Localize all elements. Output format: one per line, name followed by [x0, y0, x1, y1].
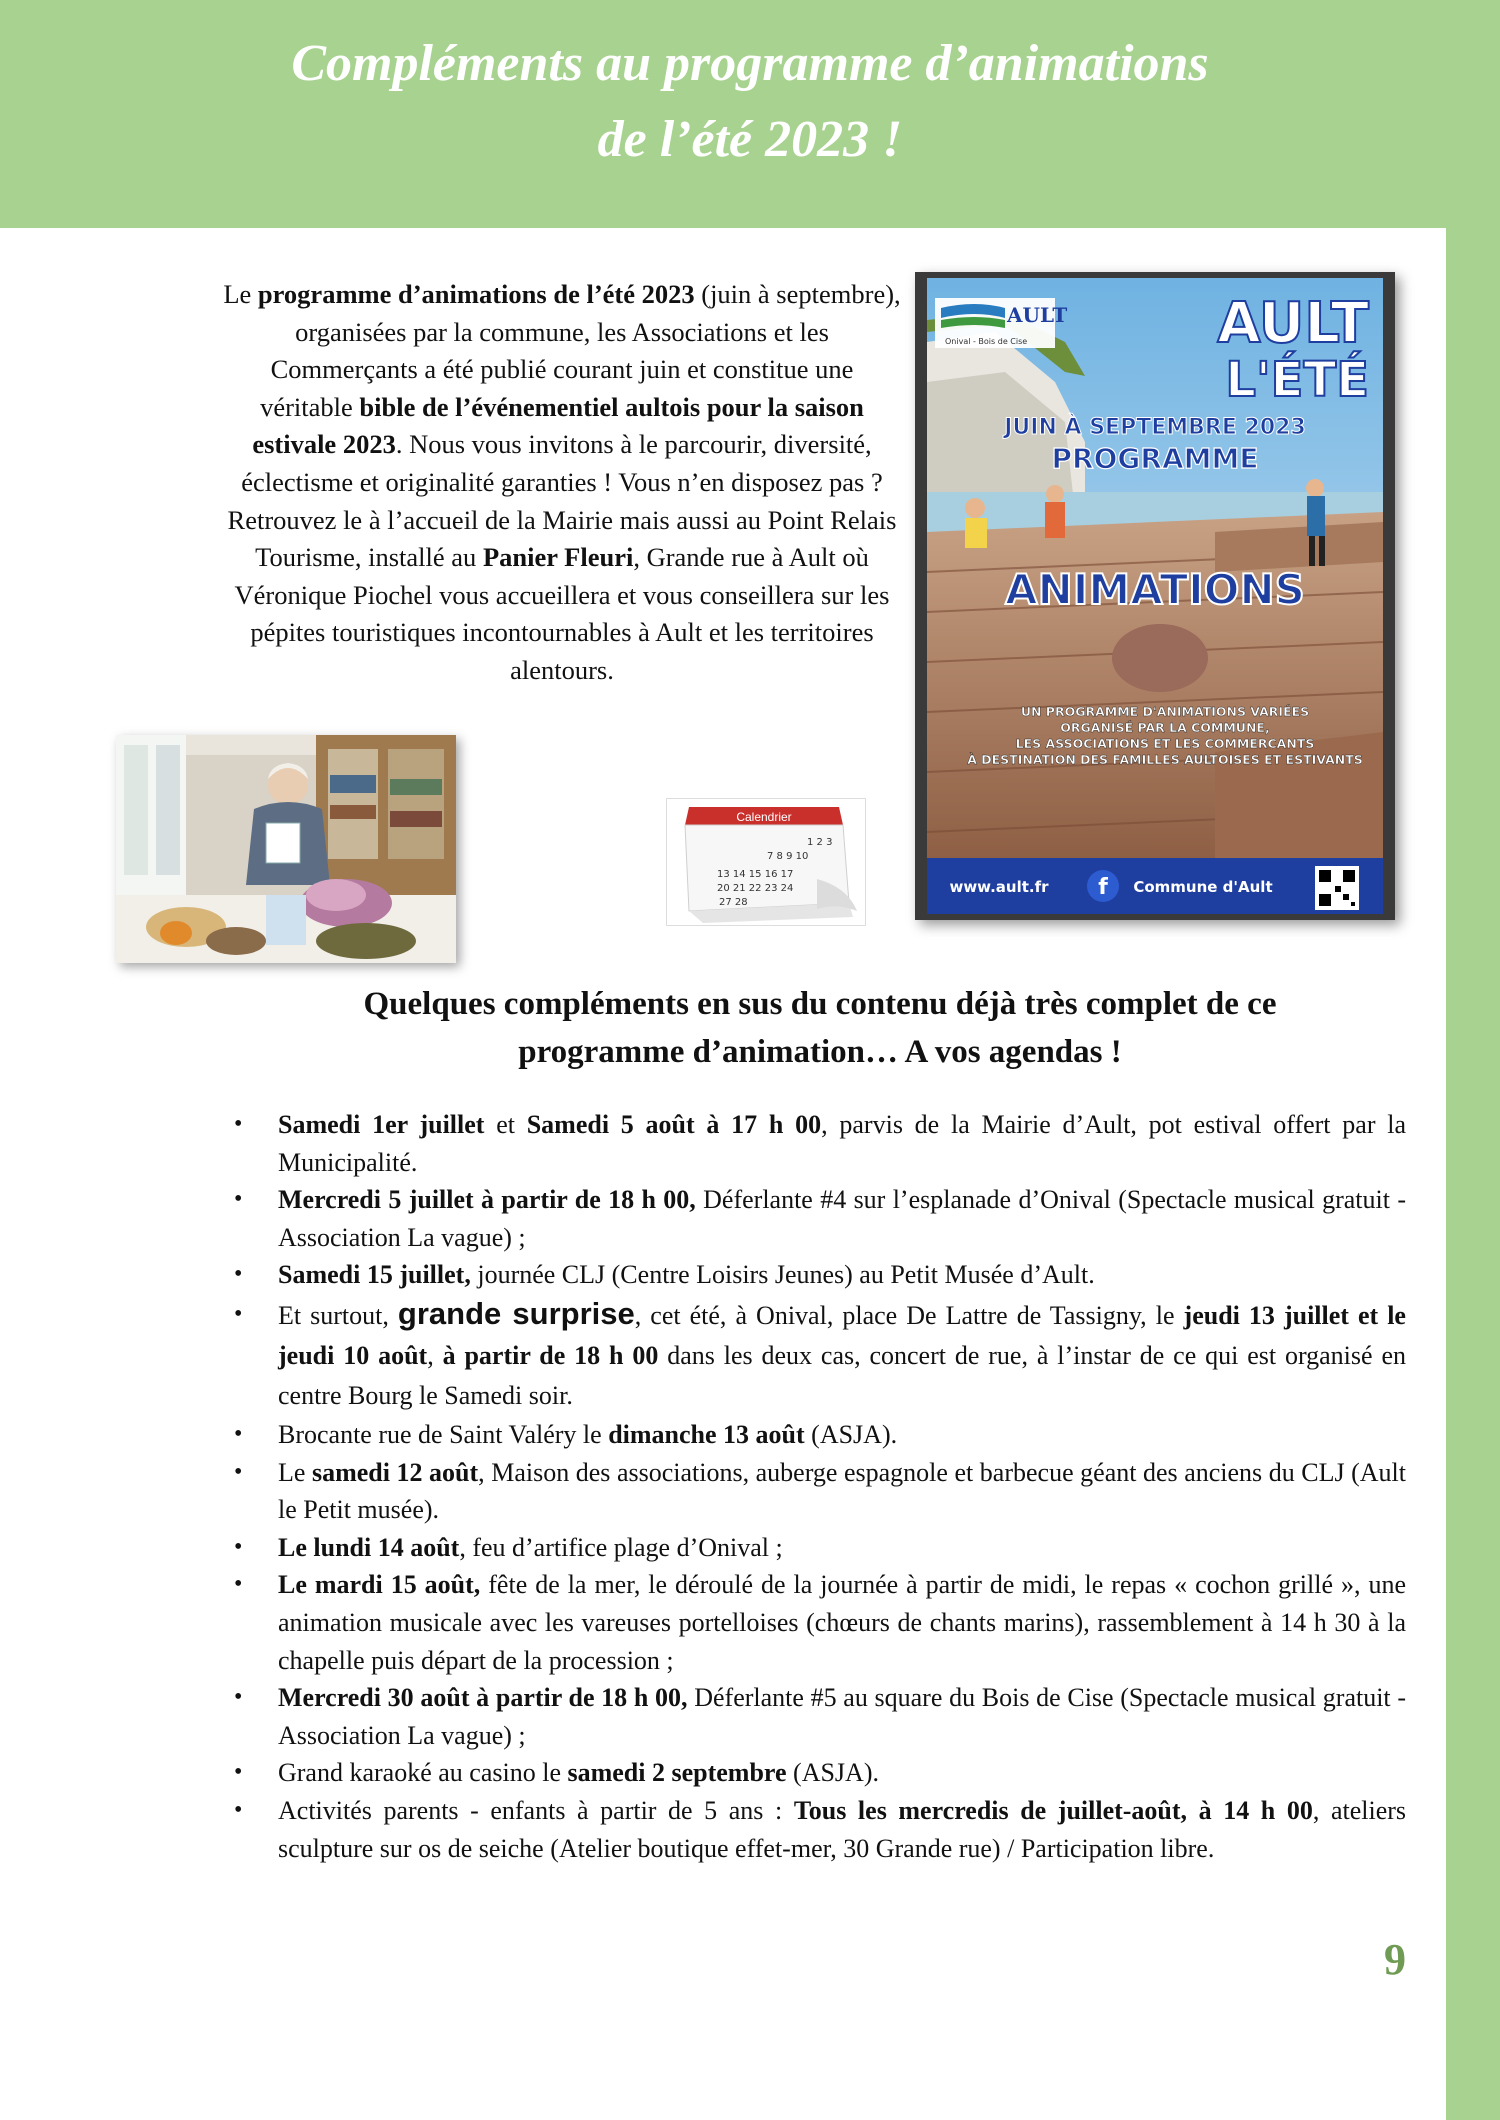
poster-tag-1: UN PROGRAMME D'ANIMATIONS VARIÉES: [1020, 704, 1310, 719]
facebook-icon: f: [1098, 875, 1108, 900]
event-item: • Le mardi 15 août, fête de la mer, le déroulé de la journée à partir de midi, le repas « cochon grillé », une animation musicale avec les vareuses portelloises (chœurs de chants marins), rassemblement à 14 h 30 à la chapelle puis départ de la procession ;: [230, 1566, 1406, 1679]
section-heading-line-2: programme d’animation… A vos agendas !: [518, 1034, 1122, 1070]
calendar-header: Calendrier: [736, 810, 792, 824]
poster-facebook: Commune d'Ault: [1133, 878, 1273, 896]
calendar-row-2: 7 8 9 10: [767, 851, 809, 862]
title-line-2: de l’été 2023 !: [597, 111, 903, 168]
poster-tag-2: ORGANISÉ PAR LA COMMUNE,: [1060, 720, 1270, 735]
tourism-point-photo: [116, 735, 456, 963]
event-item: • Samedi 1er juillet et Samedi 5 août à 17 h 00, parvis de la Mairie d’Ault, pot estival offert par la Municipalité.: [230, 1106, 1406, 1181]
intro-bold-2: bible de l’événementiel aultois pour la saison estivale 2023: [252, 391, 864, 460]
event-item: • Samedi 15 juillet, journée CLJ (Centre Loisirs Jeunes) au Petit Musée d’Ault.: [230, 1256, 1406, 1294]
poster-dates: JUIN À SEPTEMBRE 2023: [1004, 415, 1306, 440]
event-item: • Et surtout, grande surprise, cet été, à Onival, place De Lattre de Tassigny, le jeudi 13 juillet et le jeudi 10 août, à partir de 18 h 00 dans les deux cas, concert de rue, à l’instar de ce qui est organisé en centre Bourg le Samedi soir.: [230, 1294, 1406, 1416]
event-item: • Le samedi 12 août, Maison des associations, auberge espagnole et barbecue géant des anciens du CLJ (Ault le Petit musée).: [230, 1454, 1406, 1529]
event-item: • Activités parents - enfants à partir de 5 ans : Tous les mercredis de juillet-août, à 14 h 00, ateliers sculpture sur os de seiche (Atelier boutique effet-mer, 30 Grande rue) / Participation libre.: [230, 1792, 1406, 1867]
event-item: • Mercredi 30 août à partir de 18 h 00, Déferlante #5 au square du Bois de Cise (Spectacle musical gratuit - Association La vague) ;: [230, 1679, 1406, 1754]
intro-text-1: Le: [223, 279, 258, 309]
side-band: [1446, 228, 1500, 2120]
event-item: • Brocante rue de Saint Valéry le dimanche 13 août (ASJA).: [230, 1416, 1406, 1454]
event-item: • Le lundi 14 août, feu d’artifice plage d’Onival ;: [230, 1529, 1406, 1567]
calendar-row-3: 13 14 15 16 17: [717, 869, 794, 880]
intro-text-2: (juin à septembre), organisées par la commune, les Associations et les Commerçants a été publié courant juin et constitue une véritable: [260, 279, 901, 422]
calendar-row-1: 1 2 3: [807, 837, 833, 848]
calendar-row-5: 27 28: [719, 897, 748, 908]
intro-text-4: , Grande rue à Ault où Véronique Piochel vous accueillera et vous conseillera sur les pépites touristiques incontournables à Ault et les territoires alentours.: [234, 542, 890, 685]
calendar-clipart: [666, 798, 866, 926]
poster-logo-sub: Onival - Bois de Cise: [945, 337, 1028, 346]
title-line-1: Compléments au programme d’animations: [291, 35, 1209, 92]
poster-logo: AULT: [1007, 303, 1068, 327]
poster-programme: PROGRAMME: [1051, 442, 1259, 475]
poster-website: www.ault.fr: [949, 878, 1049, 896]
events-list: [230, 1106, 1406, 1867]
intro-text-3: . Nous vous invitons à le parcourir, diversité, éclectisme et originalité garanties ! Vous n’en disposez pas ? Retrouvez le à l’accueil de la Mairie mais aussi au Point Relais Tourisme, installé au: [227, 429, 897, 573]
photo-illustration: [116, 735, 456, 963]
page-number: 9: [1384, 1935, 1406, 1984]
section-heading: [200, 980, 1440, 1076]
section-heading-line-1: Quelques compléments en sus du contenu déjà très complet de ce: [363, 986, 1277, 1022]
calendar-icon: [667, 799, 865, 925]
poster-illustration: [915, 272, 1395, 920]
page-title: [150, 26, 1350, 178]
event-item: • Mercredi 5 juillet à partir de 18 h 00, Déferlante #4 sur l’esplanade d’Onival (Spectacle musical gratuit - Association La vague) ;: [230, 1181, 1406, 1256]
poster-animations: ANIMATIONS: [1005, 565, 1305, 614]
intro-bold-1: programme d’animations de l’été 2023: [257, 279, 695, 309]
poster-title-1: AULT: [1217, 291, 1369, 356]
intro-paragraph: [222, 276, 902, 690]
poster-title-2: L'ÉTÉ: [1225, 352, 1369, 408]
poster-tag-4: À DESTINATION DES FAMILLES AULTOISES ET ESTIVANTS: [967, 752, 1363, 767]
poster-tag-3: LES ASSOCIATIONS ET LES COMMERCANTS: [1015, 736, 1315, 751]
programme-poster: [915, 272, 1395, 920]
calendar-row-4: 20 21 22 23 24: [717, 883, 794, 894]
intro-bold-3: Panier Fleuri: [482, 542, 634, 573]
qr-code-icon: [1315, 866, 1359, 910]
event-item: • Grand karaoké au casino le samedi 2 septembre (ASJA).: [230, 1754, 1406, 1792]
